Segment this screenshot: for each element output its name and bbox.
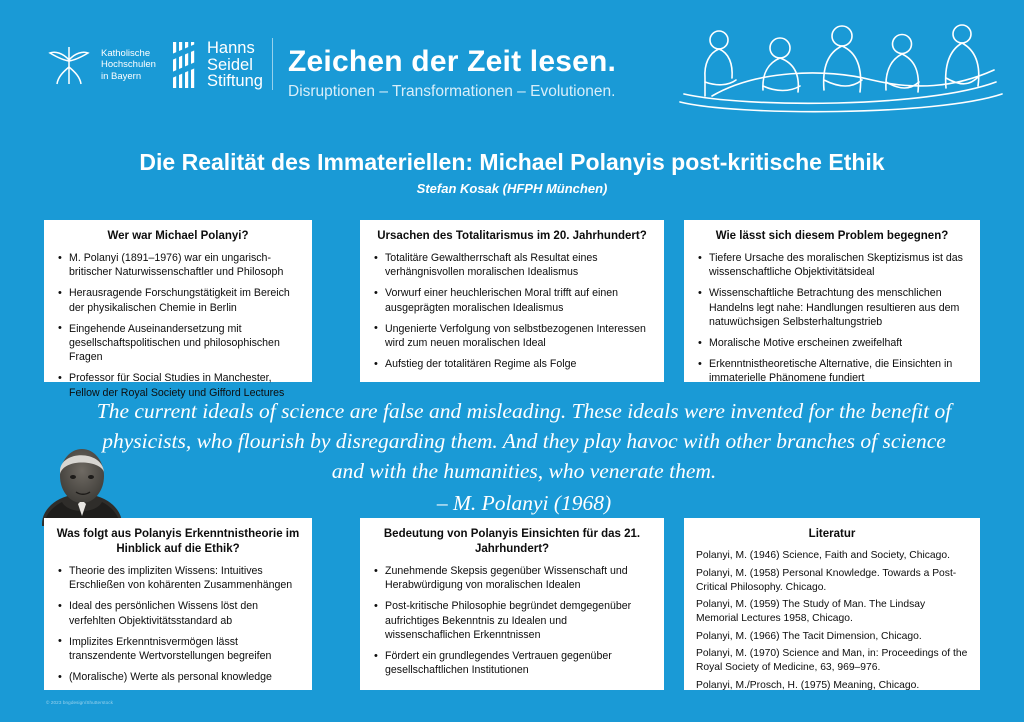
khb-logo-text: Katholische Hochschulen in Bayern [101, 47, 156, 82]
box-heading: Wie lässt sich diesem Problem begegnen? [715, 230, 949, 242]
box-heading: Wer war Michael Polanyi? [107, 230, 249, 242]
title-block [0, 148, 1024, 196]
list-item: • Tiefere Ursache des moralischen Skeptizismus ist das wissenschaftliche Objektivitätsideal [696, 251, 968, 279]
box-bullet-list [696, 251, 968, 386]
campaign-subtitle: Disruptionen – Transformationen – Evolutionen. [288, 83, 616, 100]
pull-quote [84, 396, 964, 518]
list-item: Polanyi, M. (1966) The Tacit Dimension, Chicago. [696, 630, 922, 642]
list-item: • Totalitäre Gewaltherrschaft als Resultat eines verhängnisvollen moralischen Idealismus [372, 251, 652, 279]
list-item: • Professor für Social Studies in Manchester, Fellow der Royal Society und Gifford Lectures [56, 371, 300, 399]
list-item: • Moralische Motive erscheinen zweifelhaft [696, 336, 968, 350]
list-item: Polanyi, M./Prosch, H. (1975) Meaning, Chicago. [696, 679, 920, 691]
content-box-how-to-address-problem [684, 220, 980, 385]
list-item: Polanyi, M. (1970) Science and Man, in: Proceedings of the Royal Society of Medicine, 63, 969–976. [696, 648, 968, 673]
box-heading: Ursachen des Totalitarismus im 20. Jahrhundert? [377, 230, 647, 242]
list-item: • Herausragende Forschungstätigkeit im Bereich der physikalischen Chemie in Berlin [56, 286, 300, 314]
logo-katholische-hochschulen [45, 44, 156, 86]
box-bullet-list [372, 564, 652, 677]
content-box-epistemology-and-ethics [44, 518, 312, 690]
list-item: • Post-kritische Philosophie begründet demgegenüber aufrichtiges Bekenntnis zu Idealen und wissenschaflichen Erkenntnissen [372, 599, 652, 642]
content-box-causes-of-totalitarianism [360, 220, 664, 382]
image-credit: © 2023 bngdesign/Shutterstock [46, 700, 114, 705]
list-item: • Theorie des impliziten Wissens: Intuitives Erschließen von kohärenten Zusammenhängen [56, 564, 300, 592]
people-illustration-icon [676, 8, 1006, 116]
list-item: Polanyi, M. (1958) Personal Knowledge. Towards a Post-Critical Philosophy. Chicago. [696, 567, 957, 593]
list-item: • Implizites Erkenntnisvermögen lässt transzendente Wertvorstellungen begreifen [56, 635, 300, 663]
campaign-title: Zeichen der Zeit lesen. [288, 45, 617, 78]
box-heading: Was folgt aus Polanyis Erkenntnistheorie im Hinblick auf die Ethik? [56, 528, 300, 555]
list-item: Polanyi, M. (1946) Science, Faith and Society, Chicago. [696, 550, 950, 561]
list-item: • Eingehende Auseinandersetzung mit gesellschaftspolitischen und philosophischen Fragen [56, 322, 300, 365]
quote-attribution: – M. Polanyi (1968) [436, 491, 612, 515]
list-item: • M. Polanyi (1891–1976) war ein ungarisch-britischer Naturwissenschaftler und Philosoph [56, 251, 300, 279]
literature-list [696, 549, 968, 693]
list-item: • Wissenschaftliche Betrachtung des menschlichen Handelns legt nahe: Handlungen resultieren aus dem natuwüchsigen Selbsterhaltungstrieb [696, 286, 968, 329]
list-item: • Vorwurf einer heuchlerischen Moral trifft auf einen ausgeprägten moralischen Idealismus [372, 286, 652, 314]
box-bullet-list [56, 564, 300, 684]
list-item: • Aufstieg der totalitären Regime als Folge [372, 357, 652, 371]
content-box-literature [684, 518, 980, 690]
logo-hanns-seidel-stiftung [172, 40, 263, 90]
page-title: Die Realität des Immateriellen: Michael Polanyis post-kritische Ethik [139, 149, 885, 175]
list-item: • Ungenierte Verfolgung von selbstbezogenen Interessen wird zum neuen moralischen Ideal [372, 322, 652, 350]
list-item: • Erkenntnistheoretische Alternative, die Einsichten in immaterielle Phänomene fundiert [696, 357, 968, 385]
header-divider [272, 38, 273, 90]
box-bullet-list [56, 251, 300, 400]
box-heading: Literatur [808, 528, 856, 540]
poster-author: Stefan Kosak (HFPH München) [416, 181, 608, 196]
list-item: • Zunehmende Skepsis gegenüber Wissenschaft und Herabwürdigung von moralischen Idealen [372, 564, 652, 592]
campaign-block [288, 45, 616, 102]
poster-header [0, 0, 1024, 122]
content-box-who-was-polanyi [44, 220, 312, 399]
list-item: Polanyi, M. (1959) The Study of Man. The Lindsay Memorial Lectures 1958, Chicago. [696, 599, 926, 624]
khb-logo-icon [45, 44, 93, 86]
content-box-relevance-21st-century [360, 518, 664, 690]
box-heading: Bedeutung von Polanyis Einsichten für das 21. Jahrhundert? [383, 528, 641, 555]
hss-logo-text: Hanns Seidel Stiftung [207, 39, 263, 90]
box-bullet-list [372, 251, 652, 371]
list-item: • Fördert ein grundlegendes Vertrauen gegenüber gesellschaftlichen Institutionen [372, 649, 652, 677]
hss-logo-icon [172, 42, 200, 88]
quote-text: The current ideals of science are false and misleading. These ideals were invented for the benefit of physicists, who flourish by disregarding them. And they play havoc with other branches of science and with the humanities, who venerate them. [96, 399, 952, 483]
list-item: • (Moralische) Werte als personal knowledge [56, 670, 300, 684]
list-item: • Ideal des persönlichen Wissens löst den verfehlten Objektivitätsstandard ab [56, 599, 300, 627]
